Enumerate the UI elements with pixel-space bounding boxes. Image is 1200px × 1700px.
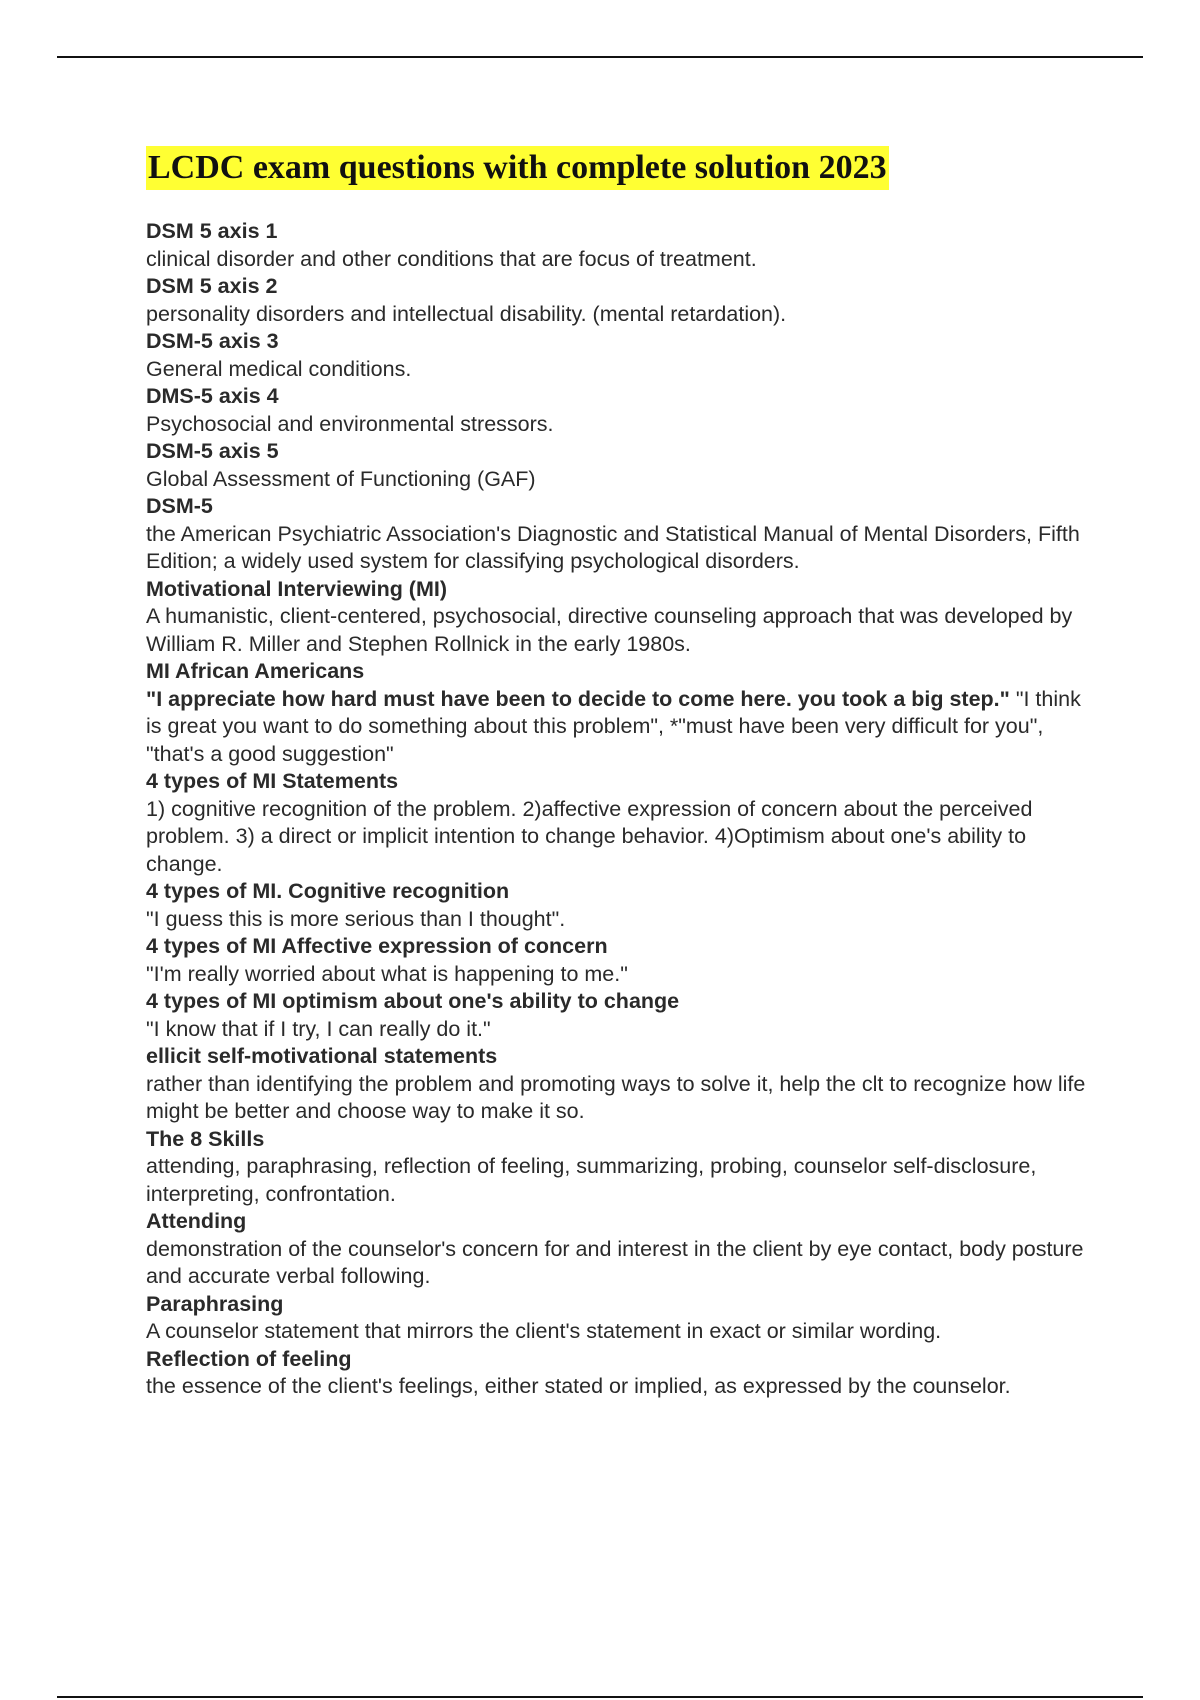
definition: the essence of the client's feelings, either stated or implied, as expressed by the counselor. xyxy=(146,1374,1011,1398)
top-rule xyxy=(57,56,1143,58)
definition: personality disorders and intellectual disability. (mental retardation). xyxy=(146,301,787,326)
definition-emphasis: "I appreciate how hard must have been to decide to come here. you took a big step." xyxy=(146,686,1010,711)
term: 4 types of MI Affective expression of concern xyxy=(146,934,608,958)
term: ellicit self-motivational statements xyxy=(146,1044,498,1068)
definition-rest: "I think is great you want to do something about this problem", *"must have been very difficult for you", "that's a good suggestion" xyxy=(146,686,1081,766)
term: DSM-5 axis 3 xyxy=(146,329,279,353)
document-body xyxy=(146,146,1096,1401)
term: DSM 5 axis 2 xyxy=(146,274,278,298)
term: 4 types of MI Statements xyxy=(146,769,399,793)
term: Paraphrasing xyxy=(146,1291,284,1316)
definition: A counselor statement that mirrors the client's statement in exact or similar wording. xyxy=(146,1319,942,1343)
term: DSM-5 axis 5 xyxy=(146,439,279,463)
term: MI African Americans xyxy=(146,659,365,683)
definition: A humanistic, client-centered, psychosocial, directive counseling approach that was developed by William R. Miller and Stephen Rollnick in the early 1980s. xyxy=(146,604,1073,656)
definition: the American Psychiatric Association's Diagnostic and Statistical Manual of Mental Disorders, Fifth Edition; a widely used system for classifying psychological disorders. xyxy=(146,521,1080,573)
definition xyxy=(146,686,1096,769)
definition: Global Assessment of Functioning (GAF) xyxy=(146,466,536,491)
definition: clinical disorder and other conditions that are focus of treatment. xyxy=(146,246,757,271)
bottom-rule xyxy=(57,1696,1143,1698)
term: The 8 Skills xyxy=(146,1126,265,1151)
qa-list xyxy=(146,218,1096,1401)
definition: "I know that if I try, I can really do it." xyxy=(146,1016,491,1041)
term: DMS-5 axis 4 xyxy=(146,384,279,408)
term: DSM 5 axis 1 xyxy=(146,219,278,243)
definition: Psychosocial and environmental stressors. xyxy=(146,411,554,436)
term: Attending xyxy=(146,1209,247,1233)
definition: "I'm really worried about what is happening to me." xyxy=(146,961,628,986)
definition: rather than identifying the problem and promoting ways to solve it, help the clt to recognize how life might be better and choose way to make it so. xyxy=(146,1071,1086,1123)
definition: attending, paraphrasing, reflection of feeling, summarizing, probing, counselor self-disclosure, interpreting, confrontation. xyxy=(146,1154,1037,1206)
definition: demonstration of the counselor's concern for and interest in the client by eye contact, body posture and accurate verbal following. xyxy=(146,1236,1084,1288)
term: 4 types of MI optimism about one's ability to change xyxy=(146,989,680,1013)
definition: "I guess this is more serious than I thought". xyxy=(146,906,566,931)
term: DSM-5 xyxy=(146,494,213,518)
term: Motivational Interviewing (MI) xyxy=(146,576,448,601)
definition: General medical conditions. xyxy=(146,356,412,381)
term: Reflection of feeling xyxy=(146,1346,352,1371)
term: 4 types of MI. Cognitive recognition xyxy=(146,879,510,903)
document-title: LCDC exam questions with complete solution 2023 xyxy=(146,146,889,190)
definition: 1) cognitive recognition of the problem. 2)affective expression of concern about the perceived problem. 3) a direct or implicit intention to change behavior. 4)Optimism about one's ability to change. xyxy=(146,796,1033,876)
